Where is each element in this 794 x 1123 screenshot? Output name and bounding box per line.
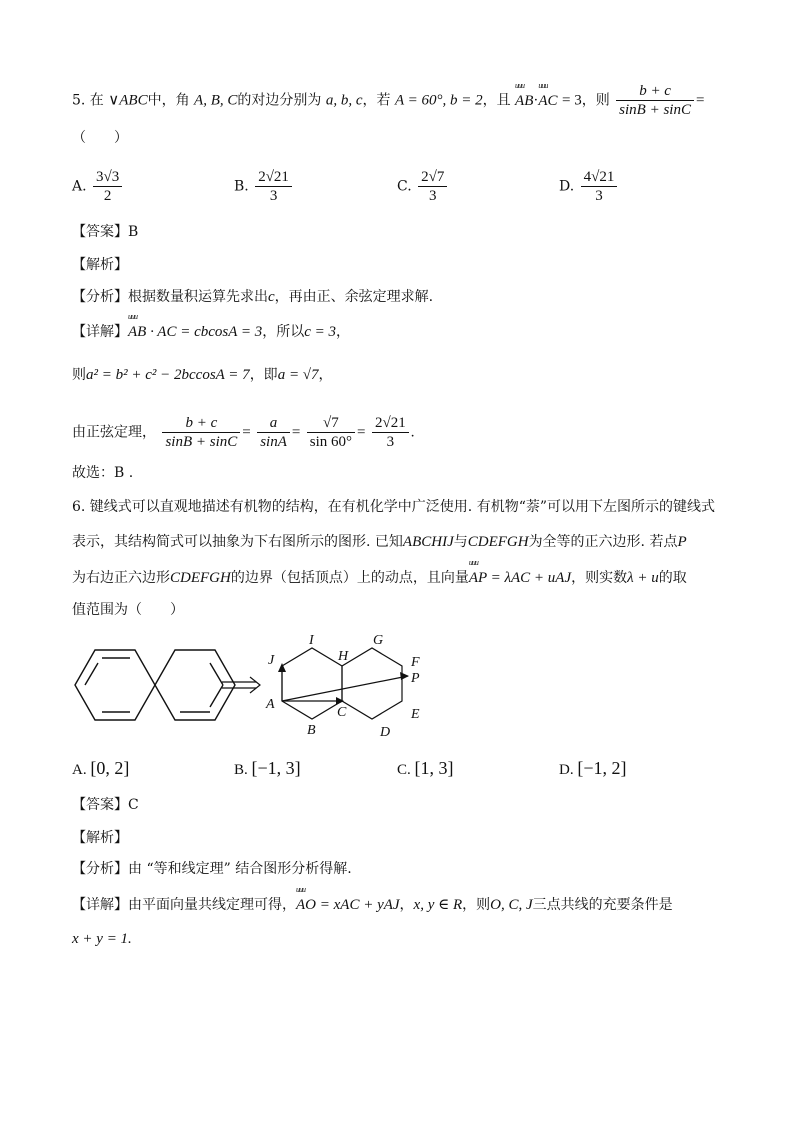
q5-detail-step3: 由正弦定理， $\frac{b + c}{\sin B + \sin C}$ = $\frac{a}{\sin A}$ = $\frac{√7}{\sin 60^\circ}$ = $\frac{2√21}{3}$ . xyxy=(72,415,415,450)
label-c: C xyxy=(337,705,347,720)
q6-option-d: D. [−1, 2] xyxy=(559,758,627,778)
q5-stem-fraction: $\frac{b + c}{\sin B + \sin C}$ xyxy=(616,82,694,119)
q6-option-a: A. [0, 2] xyxy=(72,758,130,778)
q6-line1: 6. 键线式可以直观地描述有机物的结构，在有机化学中广泛使用. 有机物“萘”可以用下左图所示的键线式 xyxy=(72,499,716,515)
q6-fenxi: 【分析】由 “等和线定理” 结合图形分析得解. xyxy=(72,861,352,877)
q6-line3: 为右边正六边形CDEFGH的边界（包括顶点）上的动点，且向量uuu AP = λAC + uAJ，则实数λ + u的取 xyxy=(72,568,687,588)
label-a: A xyxy=(266,697,275,712)
q5-fenxi: 【分析】根据数量积运算先求出c，再由正、余弦定理求解. xyxy=(72,289,434,305)
q5-option-d: D. $\frac{4√21}{3}$ xyxy=(559,168,619,205)
q5-option-c: C. $\frac{2√7}{3}$ xyxy=(397,168,449,205)
q5-detail-step1: 【详解】uuu AB · AC = cbcosA = 3，所以c = 3， xyxy=(72,322,350,342)
q5-detail-step2: 则a² = b² + c² − 2bccosA = 7，即a = √7， xyxy=(72,367,333,383)
q6-option-b: B. [−1, 3] xyxy=(234,758,301,778)
label-g: G xyxy=(373,633,384,648)
transform-arrow-icon xyxy=(222,677,260,693)
label-e: E xyxy=(411,707,420,722)
naphthalene-skeleton xyxy=(75,650,235,720)
q6-detail-end: x + y = 1. xyxy=(72,931,132,947)
label-p: P xyxy=(411,671,420,686)
q6-detail: 【详解】由平面向量共线定理可得，uuu AO = xAC + yAJ，x, y ∈ R，则O, C, J三点共线的充要条件是 xyxy=(72,895,673,915)
q6-line2: 表示，其结构简式可以抽象为下右图所示的图形. 已知ABCHIJ与CDEFGH为全等的正六边形. 若点P xyxy=(72,534,687,550)
label-d: D xyxy=(380,725,391,740)
q5-option-b: B. $\frac{2√21}{3}$ xyxy=(234,168,294,205)
label-j: J xyxy=(268,653,275,668)
q5-option-a: A. $\frac{3√3}{2}$ xyxy=(72,168,124,205)
naphthalene-figure xyxy=(60,630,740,740)
label-f: F xyxy=(411,655,420,670)
q5-stem: 5. 在 ∨ABC中，角 A, B, C的对边分别为 a, b, c，若 A = 60°, b = 2，且 uuu AB·uuu AC = 3，则 $\frac{b + c}{\sin B + \sin C}$ = xyxy=(72,82,704,119)
label-i: I xyxy=(309,633,314,648)
q5-answer: 【答案】B xyxy=(72,224,139,240)
q6-analysis-tag: 【解析】 xyxy=(72,830,128,846)
q6-line4: 值范围为（ ） xyxy=(72,602,184,618)
q5-analysis-tag: 【解析】 xyxy=(72,257,128,273)
q6-answer: 【答案】C xyxy=(72,797,139,813)
label-h: H xyxy=(338,649,349,664)
label-b: B xyxy=(307,723,316,738)
q5-paren: （ ） xyxy=(72,130,128,146)
q6-option-c: C. [1, 3] xyxy=(397,758,454,778)
q5-conclusion: 故选：B . xyxy=(72,465,134,481)
